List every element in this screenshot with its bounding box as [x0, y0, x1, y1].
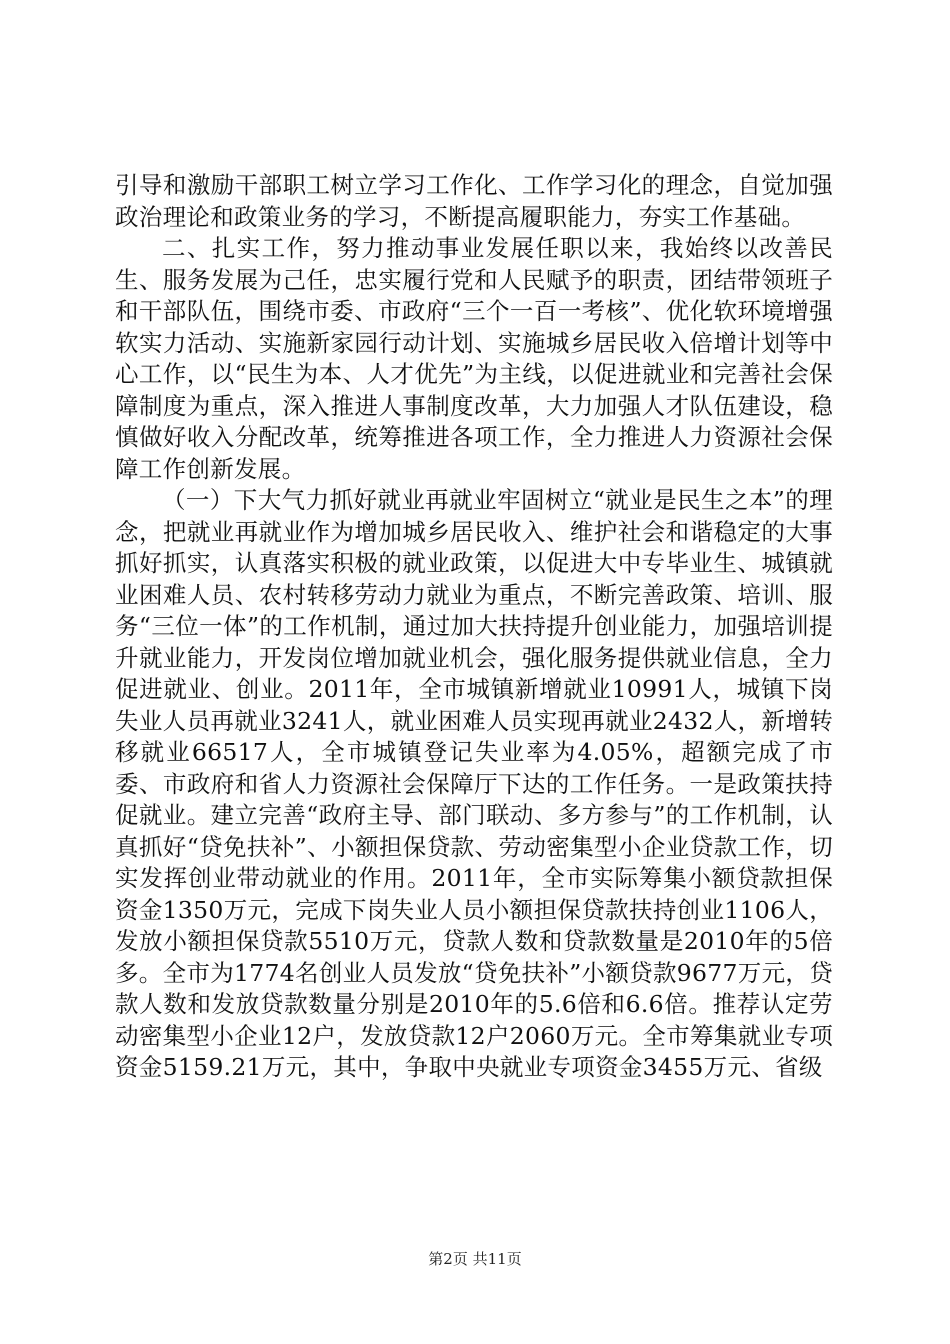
page-footer: 第2页 共11页 [428, 1250, 522, 1268]
document-body [115, 170, 833, 1084]
paragraph-1: 引导和激励干部职工树立学习工作化、工作学习化的理念，自觉加强政治理论和政策业务的学习，不断提高履职能力，夯实工作基础。 [115, 171, 833, 231]
paragraph-2: 二、扎实工作，努力推动事业发展任职以来，我始终以改善民生、服务发展为己任，忠实履行党和人民赋予的职责，团结带领班子和干部队伍，围绕市委、市政府“三个一百一考核”、优化软环境增强软实力活动、实施新家园行动计划、实施城乡居民收入倍增计划等中心工作，以“民生为本、人才优先”为主线，以促进就业和完善社会保障制度为重点，深入推进人事制度改革，大力加强人才队伍建设，稳慎做好收入分配改革，统筹推进各项工作，全力推进人力资源社会保障工作创新发展。 [115, 234, 833, 483]
paragraph-3: （一）下大气力抓好就业再就业牢固树立“就业是民生之本”的理念，把就业再就业作为增加城乡居民收入、维护社会和谐稳定的大事抓好抓实，认真落实积极的就业政策，以促进大中专毕业生、城镇就业困难人员、农村转移劳动力就业为重点，不断完善政策、培训、服务“三位一体”的工作机制，通过加大扶持提升创业能力，加强培训提升就业能力，开发岗位增加就业机会，强化服务提供就业信息，全力促进就业、创业。2011年，全市城镇新增就业10991人，城镇下岗失业人员再就业3241人，就业困难人员实现再就业2432人，新增转移就业66517人，全市城镇登记失业率为4.05%，超额完成了市委、市政府和省人力资源社会保障厅下达的工作任务。一是政策扶持促就业。建立完善“政府主导、部门联动、多方参与”的工作机制，认真抓好“贷免扶补”、小额担保贷款、劳动密集型小企业贷款工作，切实发挥创业带动就业的作用。2011年，全市实际筹集小额贷款担保资金1350万元，完成下岗失业人员小额担保贷款扶持创业1106人，发放小额担保贷款5510万元，贷款人数和贷款数量是2010年的5倍多。全市为1774名创业人员发放“贷免扶补”小额贷款9677万元，贷款人数和发放贷款数量分别是2010年的5.6倍和6.6倍。推荐认定劳动密集型小企业12户，发放贷款12户2060万元。全市筹集就业专项资金5159.21万元，其中，争取中央就业专项资金3455万元、省级 [115, 486, 833, 1081]
